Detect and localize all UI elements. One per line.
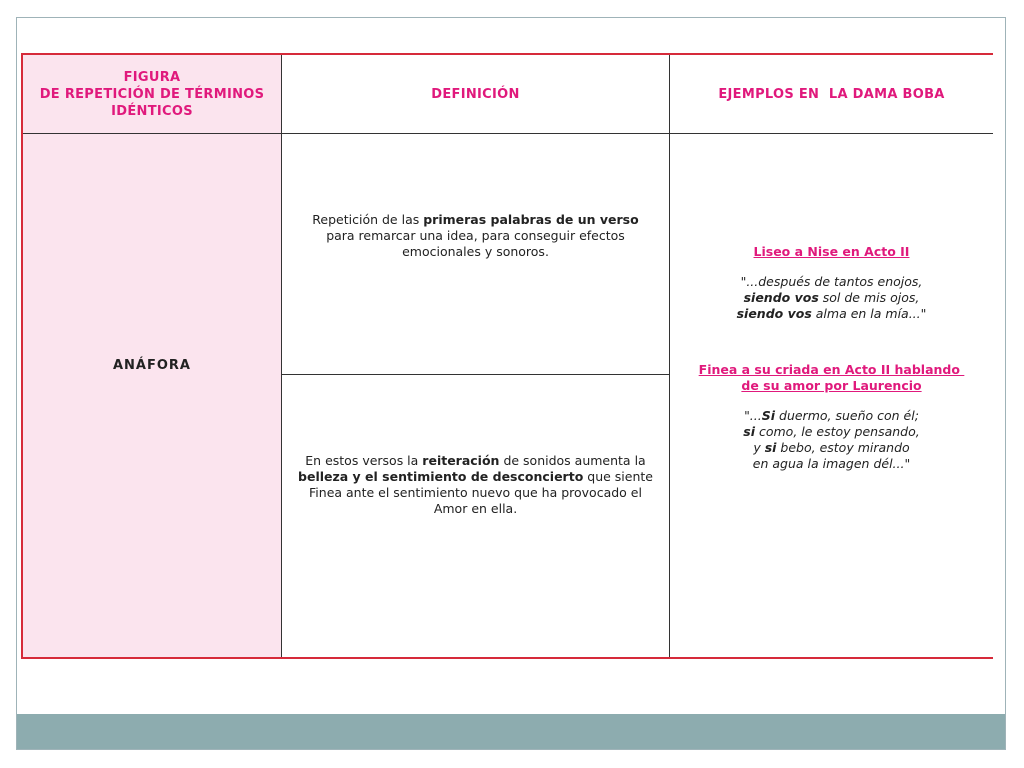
header-examples-label: EJEMPLOS EN LA DAMA BOBA xyxy=(718,86,945,102)
figure-name: ANÁFORA xyxy=(112,358,191,373)
example-2-line-2: si como, le estoy pensando, xyxy=(743,424,920,439)
definition-cell-1 xyxy=(281,134,669,375)
header-definition-label: DEFINICIÓN xyxy=(431,86,520,102)
header-figure xyxy=(23,55,281,134)
header-figure-line-1: FIGURA xyxy=(123,69,181,85)
example-2-title-line-1: Finea a su criada en Acto II hablando xyxy=(698,362,965,377)
definition-2-bold-2: belleza y el sentimiento de desconcierto xyxy=(298,469,584,484)
example-1-line-3: siendo vos alma en la mía..." xyxy=(736,306,927,321)
example-1-quote xyxy=(737,274,927,322)
example-2-quote xyxy=(743,408,919,472)
slide xyxy=(16,17,1006,750)
header-figure-line-3: IDÉNTICOS xyxy=(111,103,193,119)
definition-cell-2 xyxy=(281,375,669,657)
definition-2-pre: En estos versos la xyxy=(305,453,423,468)
example-2-title-line-2: de su amor por Laurencio xyxy=(741,378,922,393)
repetition-figures-table xyxy=(21,53,993,659)
definition-text-1 xyxy=(282,212,669,260)
example-1-line-1: "...después de tantos enojos, xyxy=(740,274,923,289)
header-definition xyxy=(281,55,669,134)
definition-1-post: para remarcar una idea, para conseguir efectos emocionales y sonoros. xyxy=(326,228,625,259)
example-2-line-1: "...Si duermo, sueño con él; xyxy=(744,408,919,423)
header-examples xyxy=(669,55,993,134)
definition-2-bold-1: reiteración xyxy=(422,453,500,468)
definition-2-mid: de sonidos aumenta la xyxy=(499,453,646,468)
definition-2-post: que siente Finea ante el sentimiento nuevo que ha provocado el Amor en ella. xyxy=(309,469,653,516)
examples-cell xyxy=(669,134,993,657)
definition-1-bold: primeras palabras de un verso xyxy=(423,212,639,227)
definition-text-2 xyxy=(282,453,669,517)
figure-cell xyxy=(23,134,281,657)
example-1-title: Liseo a Nise en Acto II xyxy=(753,244,910,259)
example-1-line-2: siendo vos sol de mis ojos, xyxy=(743,290,920,305)
definition-1-pre: Repetición de las xyxy=(312,212,424,227)
footer-bar xyxy=(17,714,1005,749)
example-2-line-4: en agua la imagen dél..." xyxy=(752,456,911,471)
header-figure-line-2: DE REPETICIÓN DE TÉRMINOS xyxy=(39,86,265,102)
example-2-line-3: y si bebo, estoy mirando xyxy=(753,440,910,455)
